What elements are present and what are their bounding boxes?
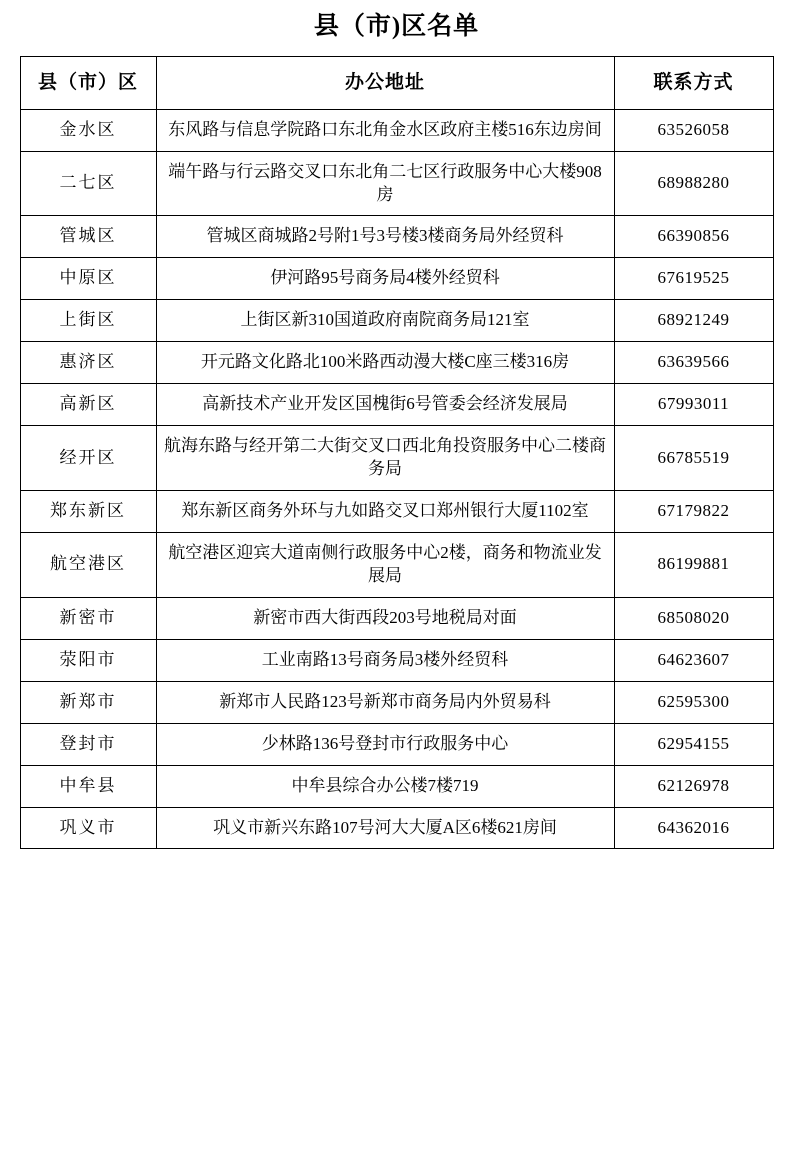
cell-address: 东风路与信息学院路口东北角金水区政府主楼516东边房间 (156, 109, 614, 151)
cell-address: 中牟县综合办公楼7楼719 (156, 765, 614, 807)
cell-contact: 67179822 (614, 491, 773, 533)
cell-contact: 67993011 (614, 384, 773, 426)
cell-district: 登封市 (20, 723, 156, 765)
column-header-district: 县（市）区 (20, 57, 156, 110)
cell-contact: 64623607 (614, 639, 773, 681)
cell-contact: 67619525 (614, 258, 773, 300)
cell-contact: 63526058 (614, 109, 773, 151)
table-header (20, 57, 773, 110)
table-row (20, 216, 773, 258)
cell-address: 端午路与行云路交叉口东北角二七区行政服务中心大楼908房 (156, 151, 614, 216)
cell-district: 巩义市 (20, 807, 156, 849)
page-title: 县（市)区名单 (313, 13, 480, 40)
table-row (20, 681, 773, 723)
cell-district: 中原区 (20, 258, 156, 300)
cell-address: 工业南路13号商务局3楼外经贸科 (156, 639, 614, 681)
table-header-row (20, 57, 773, 110)
cell-contact: 66785519 (614, 426, 773, 491)
table-row (20, 384, 773, 426)
cell-district: 高新区 (20, 384, 156, 426)
cell-district: 管城区 (20, 216, 156, 258)
district-contact-table (20, 56, 774, 849)
table-row (20, 597, 773, 639)
table-row (20, 532, 773, 597)
cell-address: 郑东新区商务外环与九如路交叉口郑州银行大厦1102室 (156, 491, 614, 533)
cell-address: 少林路136号登封市行政服务中心 (156, 723, 614, 765)
cell-contact: 66390856 (614, 216, 773, 258)
cell-district: 新密市 (20, 597, 156, 639)
cell-district: 上街区 (20, 300, 156, 342)
cell-address: 高新技术产业开发区国槐街6号管委会经济发展局 (156, 384, 614, 426)
cell-address: 巩义市新兴东路107号河大大厦A区6楼621房间 (156, 807, 614, 849)
column-header-address: 办公地址 (156, 57, 614, 110)
cell-contact: 62954155 (614, 723, 773, 765)
table-row (20, 300, 773, 342)
cell-contact: 68921249 (614, 300, 773, 342)
table-row (20, 342, 773, 384)
cell-contact: 63639566 (614, 342, 773, 384)
cell-district: 荥阳市 (20, 639, 156, 681)
cell-contact: 68508020 (614, 597, 773, 639)
cell-address: 航海东路与经开第二大街交叉口西北角投资服务中心二楼商务局 (156, 426, 614, 491)
table-row (20, 258, 773, 300)
cell-address: 伊河路95号商务局4楼外经贸科 (156, 258, 614, 300)
cell-district: 新郑市 (20, 681, 156, 723)
cell-district: 金水区 (20, 109, 156, 151)
cell-address: 航空港区迎宾大道南侧行政服务中心2楼，商务和物流业发展局 (156, 532, 614, 597)
cell-contact: 68988280 (614, 151, 773, 216)
cell-address: 新密市西大街西段203号地税局对面 (156, 597, 614, 639)
cell-district: 惠济区 (20, 342, 156, 384)
cell-contact: 86199881 (614, 532, 773, 597)
cell-contact: 64362016 (614, 807, 773, 849)
cell-address: 上街区新310国道政府南院商务局121室 (156, 300, 614, 342)
table-row (20, 807, 773, 849)
table-row (20, 639, 773, 681)
cell-district: 二七区 (20, 151, 156, 216)
table-row (20, 109, 773, 151)
column-header-contact: 联系方式 (614, 57, 773, 110)
cell-address: 开元路文化路北100米路西动漫大楼C座三楼316房 (156, 342, 614, 384)
cell-contact: 62126978 (614, 765, 773, 807)
cell-district: 郑东新区 (20, 491, 156, 533)
table-row (20, 426, 773, 491)
table-row (20, 765, 773, 807)
cell-address: 新郑市人民路123号新郑市商务局内外贸易科 (156, 681, 614, 723)
table-body (20, 109, 773, 849)
cell-district: 航空港区 (20, 532, 156, 597)
table-row (20, 491, 773, 533)
cell-district: 中牟县 (20, 765, 156, 807)
cell-district: 经开区 (20, 426, 156, 491)
table-row (20, 723, 773, 765)
table-row (20, 151, 773, 216)
cell-contact: 62595300 (614, 681, 773, 723)
cell-address: 管城区商城路2号附1号3号楼3楼商务局外经贸科 (156, 216, 614, 258)
